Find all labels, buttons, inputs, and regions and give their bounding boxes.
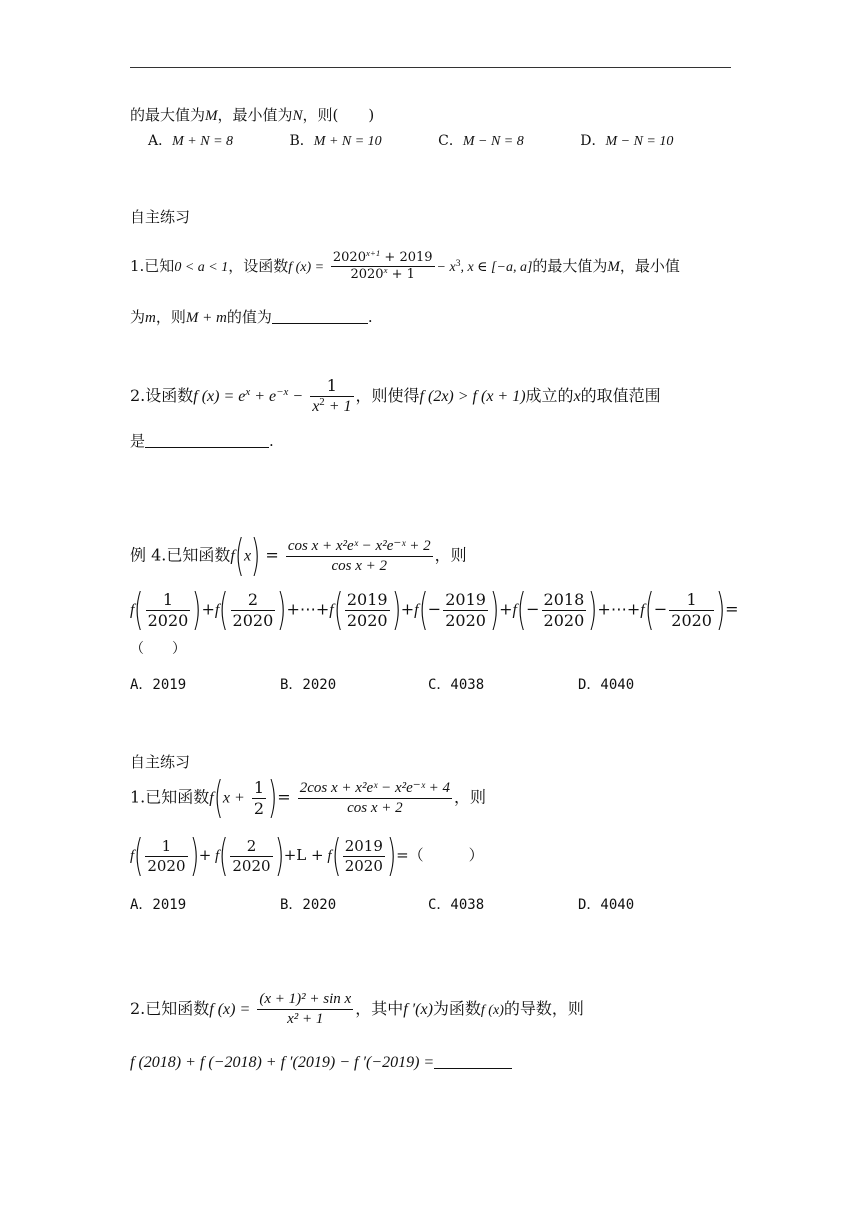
numerator: 1 <box>145 837 187 857</box>
numerator: 2019 <box>445 589 486 609</box>
paren: ( <box>219 830 229 881</box>
paren: ) <box>715 584 726 635</box>
function-symbol: f <box>329 601 334 619</box>
paren: ) <box>277 584 287 635</box>
function-symbol: f <box>640 601 645 619</box>
question-2b-line2: f (2018) + f (−2018) + f ′(2019) − f ′(−2019) = <box>130 1052 512 1072</box>
function-symbol: f <box>211 848 220 864</box>
denominator: 2020 <box>346 610 388 630</box>
fraction <box>343 837 385 876</box>
paren: ) <box>274 830 284 881</box>
numerator: 2019 <box>346 589 388 609</box>
question-2a: 2.设函数f $(x) = e^x + e^{-x}$ − $\frac{1}{x^2 + 1}$ ，则使得f (2x) > f (x + 1)成立的x的取值范围 <box>130 376 661 415</box>
sum-sign: + <box>499 599 513 619</box>
example-4-sum <box>130 584 739 635</box>
paren: ) <box>391 584 401 635</box>
fraction <box>230 837 272 876</box>
paren: ( <box>331 830 341 881</box>
sum-sign: +⋯+ <box>286 599 330 619</box>
function-symbol: f <box>130 848 135 864</box>
fraction: $\frac{1}{x^2 + 1}$ <box>312 376 352 415</box>
paren: ( <box>333 584 344 635</box>
paren: ) <box>588 584 598 635</box>
question-1b: 1.已知函数f(x + $\frac{1}{2}$ )= $\frac{\text{2cos x + x²eˣ − x²e⁻ˣ + 4}}{\text{cos x + 2}}$ ，则 <box>130 772 487 823</box>
paren: ) <box>489 584 500 635</box>
denominator: 2020 <box>147 856 186 875</box>
numerator: 2018 <box>543 589 585 609</box>
sum-sign: + <box>400 599 415 619</box>
sum-sign: +⋯+ <box>597 599 641 619</box>
question-1a: 1.已知0 < a < 1，设函数f (x) = $\frac{2020^{x+1} + 2019}{2020^x + 1}$ − $x^3$, x ∈ [−a, a]的最大值为M，最小值 <box>130 248 680 283</box>
denominator: 2020 <box>232 610 274 630</box>
section-heading-1: 自主练习 <box>130 208 191 226</box>
answer-blank[interactable] <box>434 1054 512 1069</box>
paren: ( <box>219 584 229 635</box>
numerator: 2 <box>231 590 276 611</box>
question-2a-line2: 是 . <box>130 432 274 450</box>
function-symbol: f <box>214 601 220 619</box>
denominator: 2020 <box>671 610 712 630</box>
function-symbol: f <box>414 601 419 619</box>
numerator: 2 <box>230 837 272 857</box>
example-4: 例 4.已知函数f(x) = $\frac{\text{cos x + x²eˣ − x²e⁻ˣ + 2}}{\text{cos x + 2}}$ ，则 <box>130 530 467 581</box>
paren: ) <box>189 830 199 881</box>
fraction <box>542 590 587 631</box>
fraction <box>345 590 390 631</box>
paren: ( <box>644 584 654 635</box>
answer-blank[interactable] <box>145 433 269 448</box>
function-symbol: f <box>512 601 517 619</box>
intro-options: A．M + N = 8 B．M + N = 10 C．M − N = 8 D．M − N = 10 <box>148 133 674 149</box>
numerator: 1 <box>669 590 714 611</box>
section-heading-2: 自主练习 <box>130 753 191 771</box>
negative-sign: − <box>653 599 668 619</box>
denominator: 2020 <box>147 610 189 630</box>
sum-sign: + <box>201 599 215 619</box>
paren: ) <box>386 830 397 881</box>
paren: ( <box>418 584 428 635</box>
sum-sign: +L + <box>283 846 324 864</box>
negative-sign: − <box>427 599 442 619</box>
intro-line: 的最大值为M，最小值为N，则( ) <box>130 106 375 124</box>
sum-sign: + <box>198 846 212 864</box>
question-1b-sum <box>130 830 484 881</box>
denominator: 2020 <box>232 856 271 875</box>
denominator: 2020 <box>543 610 585 630</box>
paren: ( <box>134 584 144 635</box>
numerator: 2019 <box>344 836 383 855</box>
function-symbol: f <box>130 601 135 619</box>
equals-sign: = <box>725 599 739 619</box>
fraction: $\frac{2020^{x+1} + 2019}{2020^x + 1}$ <box>332 248 433 283</box>
paren: ( <box>516 584 527 635</box>
denominator: 2020 <box>344 856 383 875</box>
fraction: $\frac{1}{2}$ <box>253 777 265 818</box>
example-4-options: A．2019 B．2020 C．4038 D．4040 <box>130 677 635 693</box>
question-1b-options: A．2019 B．2020 C．4038 D．4040 <box>130 897 635 913</box>
fraction <box>146 590 191 631</box>
numerator: 1 <box>146 590 191 611</box>
function-symbol: f <box>323 848 332 864</box>
fraction <box>231 590 276 631</box>
equals-answer-paren: =（ ） <box>396 846 484 864</box>
question-1a-line2: 为m，则M + m的值为 . <box>130 308 373 326</box>
fraction <box>145 837 187 876</box>
question-2b: 2.已知函数f (x) = $\frac{\text{(x + 1)² + sin x}}{\text{x² + 1}}$ ，其中f ′(x)为函数f (x)的导数，则 <box>130 991 584 1027</box>
answer-blank[interactable] <box>272 309 368 324</box>
fraction <box>669 590 714 631</box>
fraction <box>443 590 488 631</box>
denominator: 2020 <box>445 610 486 630</box>
fraction: $\frac{\text{2cos x + x²eˣ − x²e⁻ˣ + 4}}{\text{cos x + 2}}$ <box>299 779 451 816</box>
fraction: $\frac{\text{cos x + x²eˣ − x²e⁻ˣ + 2}}{\text{cos x + 2}}$ <box>287 537 431 574</box>
negative-sign: − <box>526 599 540 619</box>
fraction: $\frac{\text{(x + 1)² + sin x}}{\text{x² + 1}}$ <box>259 991 352 1027</box>
answer-paren: （ ） <box>130 641 186 657</box>
paren: ) <box>192 584 202 635</box>
paren: ( <box>134 830 144 881</box>
header-rule <box>130 67 731 68</box>
